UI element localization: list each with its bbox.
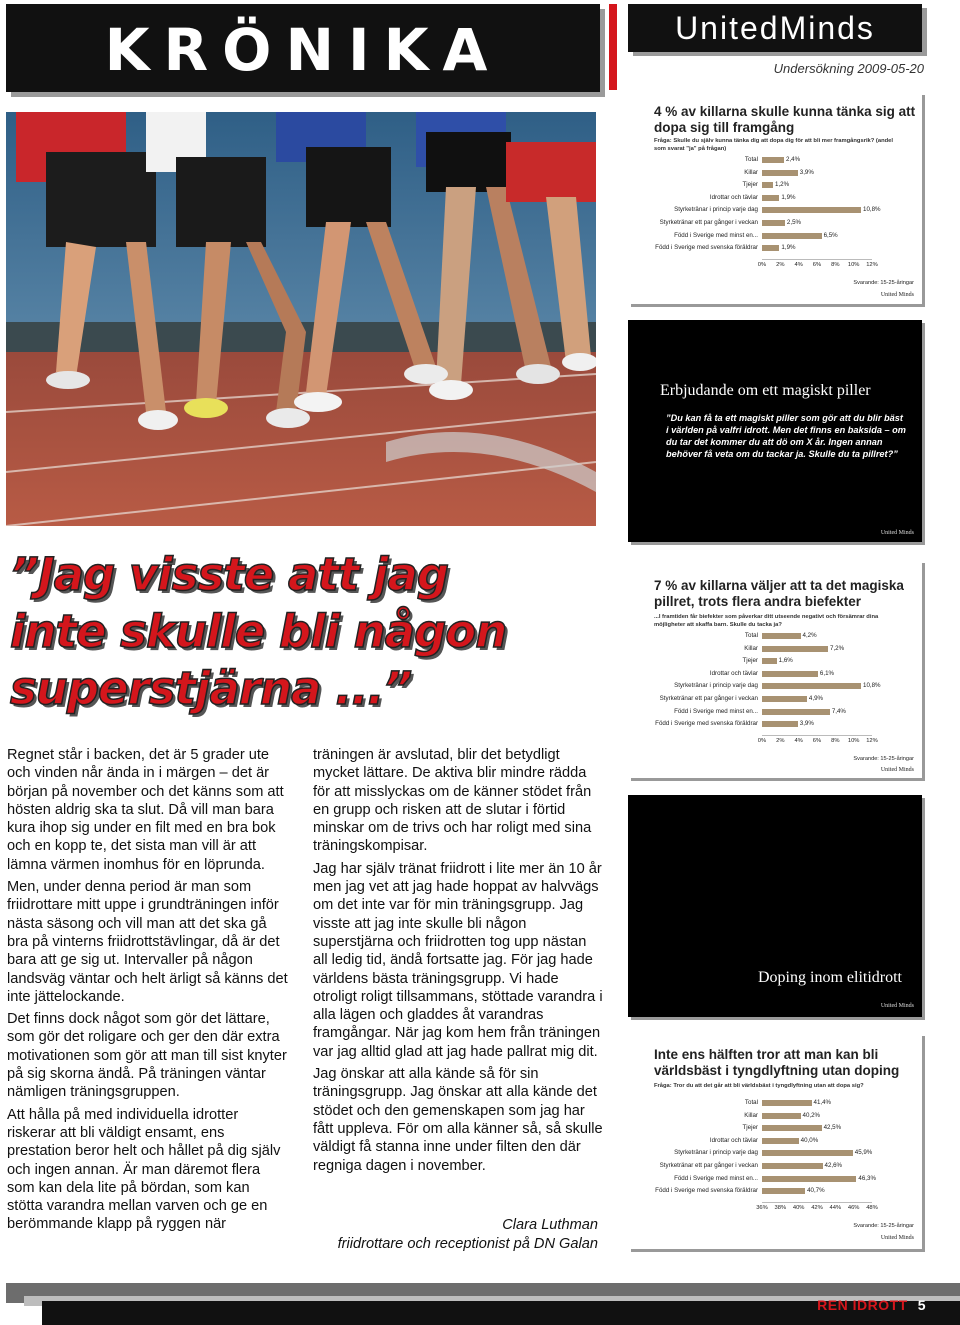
bar-category-label: Född i Sverige med minst en... xyxy=(674,231,758,239)
slide-brand: United Minds xyxy=(880,767,914,773)
bar-category-label: Killar xyxy=(744,644,758,652)
article-paragraph: Jag har själv tränat friidrott i lite mer än 10 år men jag vet att jag hade hoppat av halvvägs om det inte var för min träningsgrupp. Jag visste att jag inte skulle bli någon superstjärna och friidrotten tog upp nästan all ledig tid, ändå fortsatte jag. För jag hade världens bästa träningsgrupp. Vi hade otroligt roligt tillsammans, stöttade varandra i alla lägen och gladdes åt varandras framgångar. När jag kom hem från träningen var jag alltid glad att jag hade pallrat mig dit. xyxy=(313,860,603,1060)
slide-question: Fråga: Skulle du själv kunna tänka dig att dopa dig för att bli mer framgångsrik? (andel som svarat "ja" på frågan) xyxy=(654,138,894,152)
bar xyxy=(762,1113,801,1119)
section-title-box xyxy=(6,4,600,92)
bar-value-label: 6,1% xyxy=(819,669,835,677)
x-tick-label: 42% xyxy=(811,1204,823,1211)
survey-slide-1 xyxy=(628,92,922,304)
bar-category-label: Idrottar och tävlar xyxy=(709,1136,758,1144)
bar-category-label: Född i Sverige med minst en... xyxy=(674,707,758,715)
slide-title: Erbjudande om ett magiskt piller xyxy=(660,382,871,399)
bar xyxy=(762,633,801,639)
bar-row xyxy=(628,204,922,216)
bar-category-label: Killar xyxy=(744,168,758,176)
bar-value-label: 40,0% xyxy=(800,1136,819,1144)
bar-value-label: 42,6% xyxy=(824,1162,843,1169)
x-axis-line xyxy=(762,1202,872,1203)
x-tick-label: 10% xyxy=(847,261,860,268)
article-paragraph: träningen är avslutad, blir det betydligt mycket lättare. De aktiva blir mindre rädda för att misslyckas om de känner stödet från en grupp och risken att de slutar i förtid minskar om de trivs och har roligt med sina träningskompisar. xyxy=(313,747,592,855)
bar-category-label: Styrketränar i princip varje dag xyxy=(674,206,758,214)
bar-category-label: Tjejer xyxy=(742,181,758,189)
slide-brand: United Minds xyxy=(880,1003,914,1009)
x-axis-line xyxy=(762,259,872,260)
slide-title: 4 % av killarna skulle kunna tänka sig att dopa sig till framgång xyxy=(654,104,916,135)
bar xyxy=(762,207,861,213)
bar-category-label: Född i Sverige med svenska föräldrar xyxy=(655,720,758,728)
bar-row xyxy=(628,1097,922,1109)
x-tick-label: 6% xyxy=(812,261,822,268)
x-tick-label: 36% xyxy=(756,1204,768,1211)
bar-chart xyxy=(628,630,922,750)
bar xyxy=(762,170,798,176)
article-paragraph: Det finns dock något som gör det lättare, som gör det roligare och ger den där extra motivationen som gör att man till sist knyter på sig skorna ändå. På träningen väntar nämligen träningsgruppen. xyxy=(7,1011,287,1101)
bar-category-label: Född i Sverige med minst en... xyxy=(674,1174,758,1182)
bar-value-label: 4,9% xyxy=(808,695,824,702)
bar-row xyxy=(628,1185,922,1197)
bar-row xyxy=(628,718,922,730)
bar-chart xyxy=(628,154,922,274)
bar xyxy=(762,1176,856,1182)
magazine-name: REN IDROTT xyxy=(817,1297,908,1313)
bar xyxy=(762,182,773,188)
x-axis-line xyxy=(762,735,872,736)
bar xyxy=(762,683,861,689)
bar-value-label: 7,2% xyxy=(830,644,845,652)
bar-row xyxy=(628,230,922,242)
x-tick-label: 6% xyxy=(812,737,822,744)
bar-value-label: 45,9% xyxy=(854,1149,873,1157)
bar-category-label: Styrketränar ett par gånger i veckan xyxy=(659,695,758,702)
doping-elite-slide xyxy=(628,795,922,1017)
respondents-note: Svarande: 15-25-åringar xyxy=(853,1223,914,1229)
bar-value-label: 1,6% xyxy=(778,657,793,665)
bar xyxy=(762,646,828,652)
pull-quote-line: superstjärna ...” xyxy=(10,662,412,715)
bar-category-label: Idrottar och tävlar xyxy=(709,193,758,201)
slide-brand: United Minds xyxy=(880,292,914,298)
bar-value-label: 1,9% xyxy=(781,193,796,201)
x-tick-label: 8% xyxy=(831,261,840,268)
bar xyxy=(762,1163,823,1169)
bar xyxy=(762,220,785,226)
article-paragraph: Men, under denna period är man som friidrottare mitt uppe i grundträningen inför nästa säsong och vill man att det ska gå bra på vinterns friidrottstävlingar, då är det bara att ge sig ut. Intervaller på någon landsväg väntar och helt ärligt så känns det inte jättelockande. xyxy=(7,879,288,1005)
article-paragraph: Regnet står i backen, det är 5 grader ute och vinden når ända in i märgen – det är början på november och det känns som att hösten aldrig ska ta slut. Då vill man bara kura ihop sig under en filt med en bra bok och en kopp te, det sista man vill är att lämna värmen inomhus för en löprunda. xyxy=(7,747,284,873)
bar xyxy=(762,1125,822,1131)
bar-category-label: Styrketränar ett par gånger i veckan xyxy=(659,1162,758,1169)
bar-value-label: 4,2% xyxy=(802,632,817,639)
bar xyxy=(762,709,830,715)
bar-value-label: 10,8% xyxy=(863,682,881,690)
bar xyxy=(762,1138,799,1144)
bar xyxy=(762,721,798,727)
bar-category-label: Idrottar och tävlar xyxy=(709,669,758,677)
survey-date: Undersökning 2009-05-20 xyxy=(773,61,924,76)
bar-row xyxy=(628,1135,922,1147)
bar-row xyxy=(628,1173,922,1185)
runners-photo xyxy=(6,112,596,526)
bar-category-label: Tjejer xyxy=(742,657,758,665)
bar-value-label: 3,9% xyxy=(799,720,814,728)
bar xyxy=(762,1188,805,1194)
bar-value-label: 40,2% xyxy=(802,1111,821,1119)
bar-row xyxy=(628,192,922,204)
pull-quote-line: inte skulle bli någon xyxy=(10,605,507,658)
x-tick-label: 2% xyxy=(776,737,785,744)
bar-row xyxy=(628,680,922,692)
bar-category-label: Total xyxy=(744,1099,758,1106)
bar-row xyxy=(628,706,922,718)
article-paragraph: Jag önskar att alla kände så för sin träningsgrupp. Jag önskar att alla kände det stödet och den gemenskapen som jag har fått uppleva. För om alla känner så, så skulle väldigt få stanna inne under filten den där regniga dagen i november. xyxy=(313,1066,603,1174)
section-title: KRÖNIKA xyxy=(104,16,502,84)
article-paragraph: Att hålla på med individuella idrotter riskerar att bli väldigt ensamt, ens prestation beror helt och hållet på dig själv och ingen annan. Är man däremot flera som kan dela lite på bördan, som kan stötta varandra mellan varven och ge en berömmande klapp på ryggen när xyxy=(7,1106,281,1233)
x-tick-label: 0% xyxy=(757,737,767,744)
slide-brand: United Minds xyxy=(880,1235,914,1241)
bar xyxy=(762,245,779,251)
bar xyxy=(762,1100,812,1106)
page-number: 5 xyxy=(917,1297,926,1313)
respondents-note: Svarande: 15-25-åringar xyxy=(853,756,914,762)
survey-slide-5 xyxy=(628,1033,922,1249)
bar-row xyxy=(628,179,922,191)
bar-category-label: Total xyxy=(744,632,758,639)
bar-category-label: Styrketränar i princip varje dag xyxy=(674,682,758,690)
bar-category-label: Tjejer xyxy=(742,1124,758,1132)
bar xyxy=(762,1150,853,1156)
bar-category-label: Styrketränar ett par gånger i veckan xyxy=(659,219,758,226)
slide-question: ...I framtiden får biefekter som påverkar ditt utseende negativt och försämrar dina möjligheter att skaffa barn. Skulle du tacka ja? xyxy=(654,614,879,628)
pull-quote xyxy=(10,546,600,717)
bar-value-label: 6,5% xyxy=(823,231,838,239)
bar-row xyxy=(628,1122,922,1134)
slide-title: Doping inom elitidrott xyxy=(758,969,902,986)
bar-row xyxy=(628,693,922,705)
bar-row xyxy=(628,655,922,667)
bar-category-label: Född i Sverige med svenska föräldrar xyxy=(655,244,758,252)
bar-value-label: 42,5% xyxy=(823,1124,842,1132)
brand-box xyxy=(628,4,922,52)
pull-quote-line: ”Jag visste att jag xyxy=(10,548,449,601)
x-tick-label: 38% xyxy=(774,1204,787,1211)
bar xyxy=(762,671,818,677)
bar-value-label: 1,9% xyxy=(781,244,796,252)
article-column-right xyxy=(313,746,603,1179)
bar-chart xyxy=(628,1097,922,1217)
slide-title: 7 % av killarna väljer att ta det magiska pillret, trots flera andra biefekter xyxy=(654,578,904,609)
x-tick-label: 0% xyxy=(757,261,767,268)
x-tick-label: 48% xyxy=(866,1204,878,1211)
bar-category-label: Styrketränar i princip varje dag xyxy=(674,1149,758,1157)
bar xyxy=(762,233,822,239)
bar-value-label: 46,3% xyxy=(858,1174,876,1182)
x-tick-label: 10% xyxy=(847,737,860,744)
slide-brand: United Minds xyxy=(880,530,914,536)
footer-label xyxy=(817,1297,926,1313)
bar xyxy=(762,696,807,702)
bar-category-label: Killar xyxy=(744,1111,758,1119)
bar-row xyxy=(628,167,922,179)
survey-slide-3 xyxy=(628,560,922,778)
x-tick-label: 4% xyxy=(794,261,803,268)
bar xyxy=(762,157,784,163)
bar-value-label: 41,4% xyxy=(813,1099,832,1106)
bar xyxy=(762,658,777,664)
bar-value-label: 10,8% xyxy=(863,206,881,214)
bar-category-label: Total xyxy=(744,156,758,163)
x-tick-label: 12% xyxy=(866,261,878,268)
bar-row xyxy=(628,242,922,254)
slide-question: Fråga: Tror du att det går att bli världsbäst i tyngdlyftning utan att dopa sig? xyxy=(654,1083,864,1089)
x-tick-label: 2% xyxy=(776,261,785,268)
x-tick-label: 12% xyxy=(866,737,878,744)
bar-row xyxy=(628,1147,922,1159)
bar-row xyxy=(628,1110,922,1122)
signature xyxy=(313,1216,598,1254)
bar-value-label: 3,9% xyxy=(799,168,814,176)
bar-value-label: 2,5% xyxy=(786,219,802,226)
bar-row xyxy=(628,1160,922,1172)
slide-title: Inte ens hälften tror att man kan bli världsbäst i tyngdlyftning utan doping xyxy=(654,1047,900,1078)
x-tick-label: 4% xyxy=(794,737,803,744)
bar-row xyxy=(628,668,922,680)
x-tick-label: 46% xyxy=(847,1204,860,1211)
bar-row xyxy=(628,630,922,642)
bar-row xyxy=(628,217,922,229)
article-column-left xyxy=(7,746,289,1238)
bar-row xyxy=(628,154,922,166)
slide-text: ”Du kan få ta ett magiskt piller som gör att du blir bäst i världen på valfri idrott. Men det finns en baksida – om du tar det kommer du att dö om X år. Ingen annan behöver få veta om du tackar ja. Skulle du ta pillret?” xyxy=(666,413,906,459)
x-tick-label: 8% xyxy=(831,737,840,744)
bar-value-label: 2,4% xyxy=(786,156,801,163)
bar-value-label: 1,2% xyxy=(775,181,790,189)
pill-offer-slide xyxy=(628,320,922,542)
bar-category-label: Född i Sverige med svenska föräldrar xyxy=(655,1187,758,1195)
brand-title: UnitedMinds xyxy=(675,10,875,46)
bar-row xyxy=(628,643,922,655)
red-divider xyxy=(609,4,617,90)
respondents-note: Svarande: 15-25-åringar xyxy=(853,280,914,286)
bar-value-label: 7,4% xyxy=(831,707,846,715)
x-tick-label: 40% xyxy=(792,1204,805,1211)
author-title: friidrottare och receptionist på DN Galan xyxy=(337,1236,598,1252)
x-tick-label: 44% xyxy=(829,1204,842,1211)
bar-value-label: 40,7% xyxy=(807,1187,825,1195)
author-name: Clara Luthman xyxy=(502,1217,598,1233)
bar xyxy=(762,195,779,201)
